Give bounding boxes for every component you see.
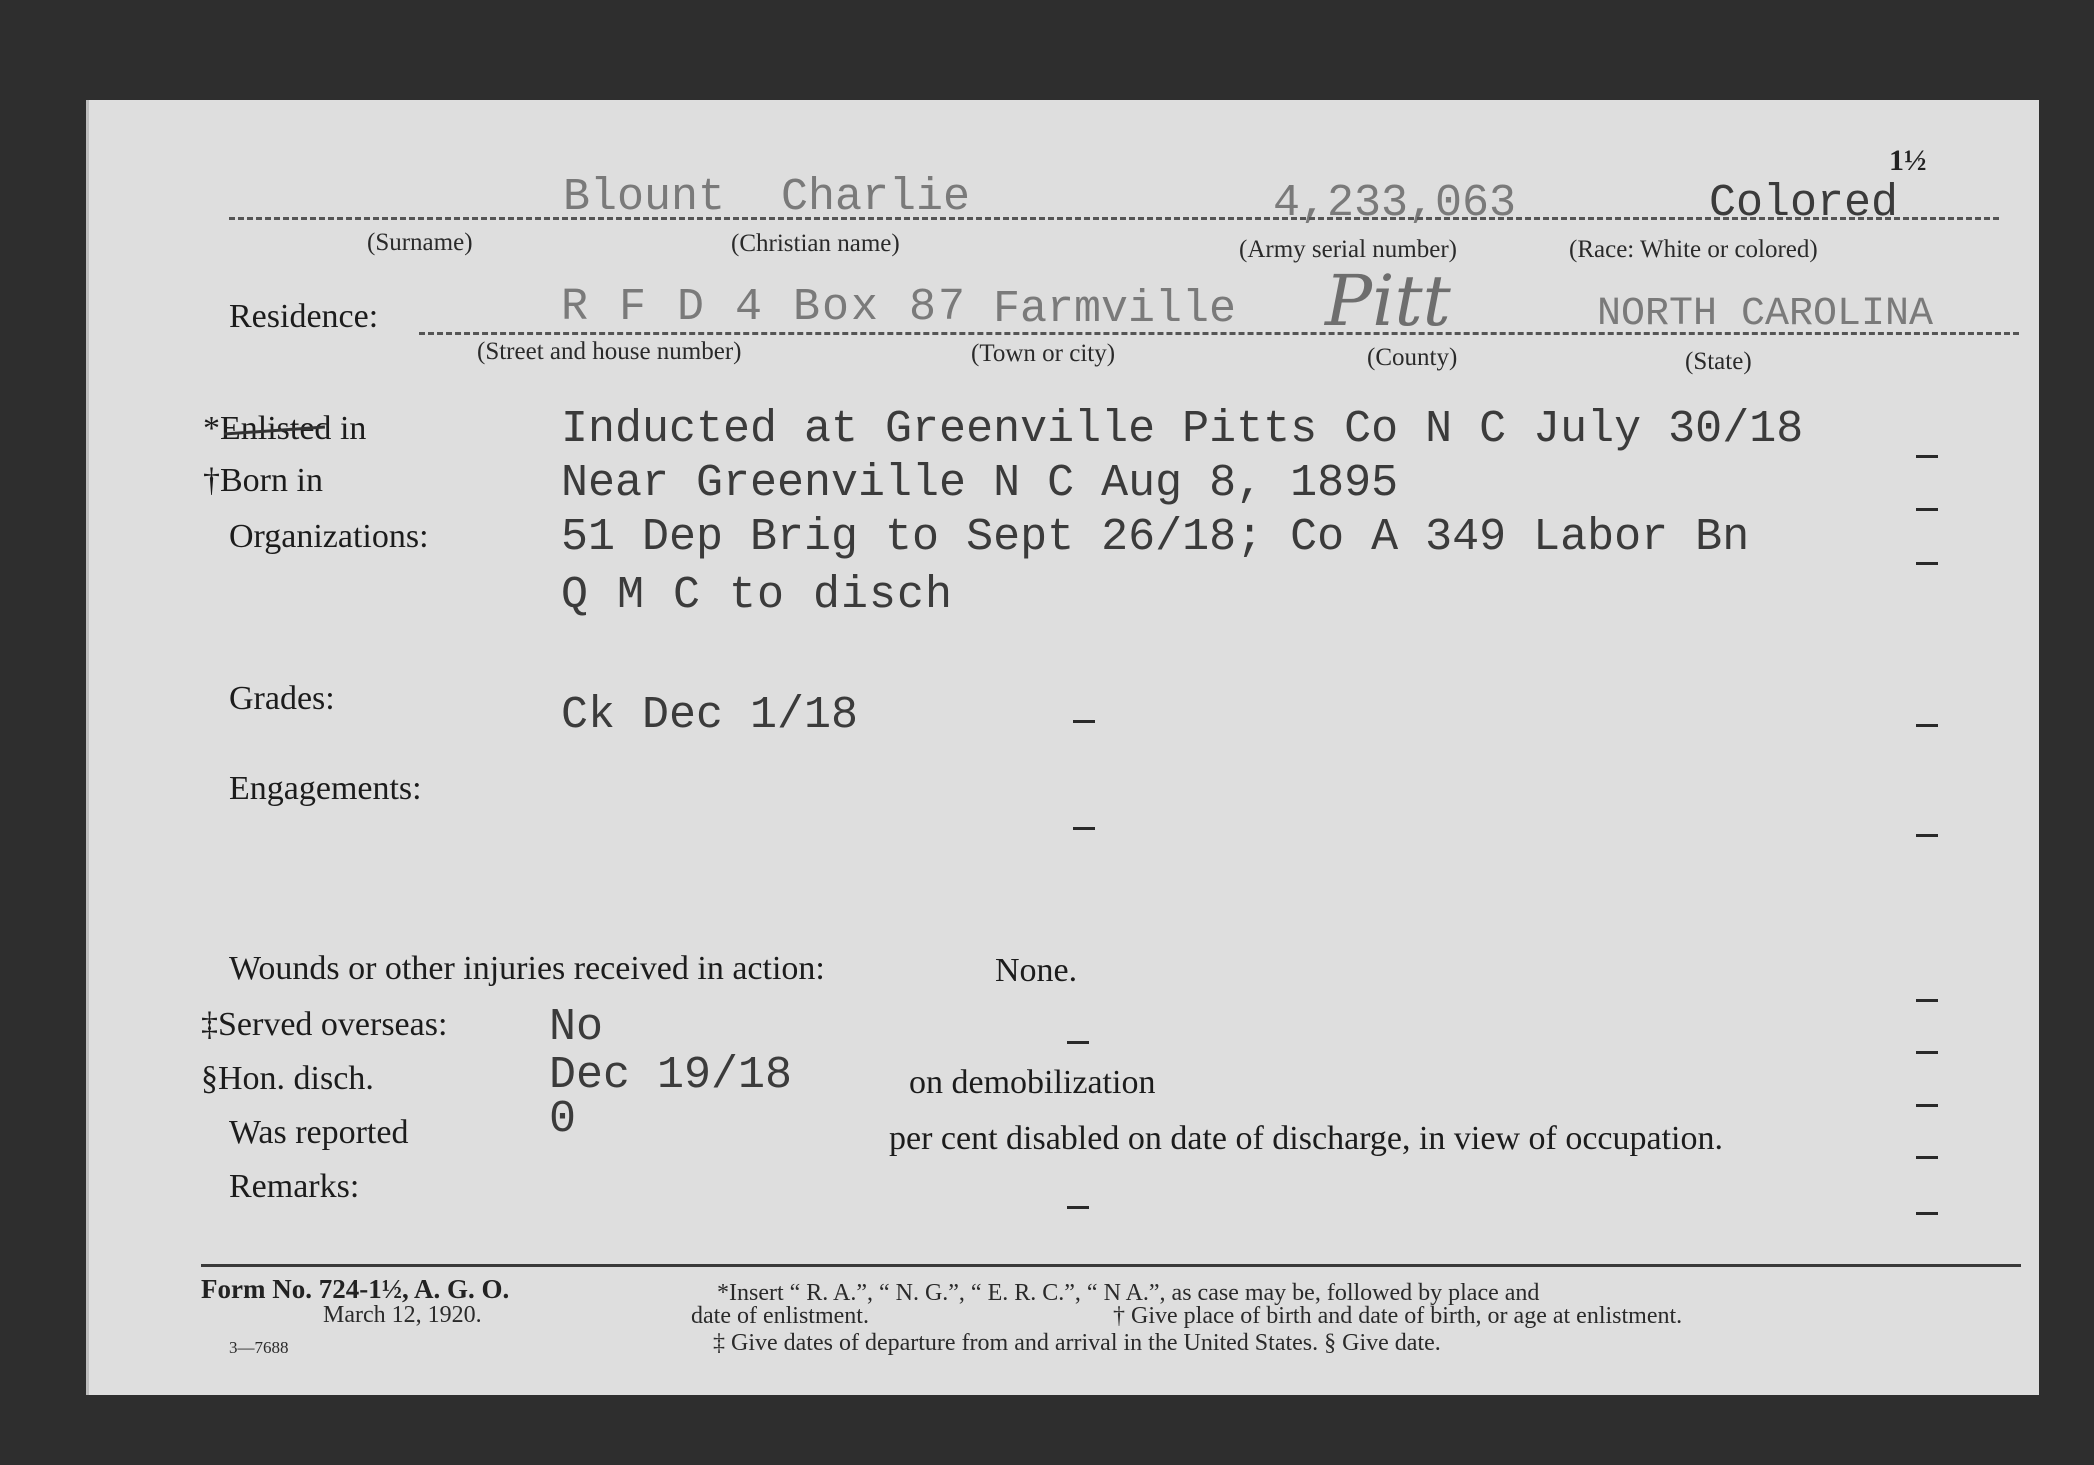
born-label-text: Born in — [220, 462, 323, 499]
town-value: Farmville — [993, 284, 1237, 335]
race-value: Colored — [1709, 178, 1899, 229]
born-label — [203, 462, 323, 500]
name-line — [229, 217, 1999, 220]
serial-caption: (Army serial number) — [1239, 236, 1457, 263]
discharge-dash — [1916, 1104, 1938, 1107]
grades-label: Grades: — [229, 680, 335, 717]
discharge-marker: § — [201, 1060, 218, 1097]
engagements-dash — [1916, 834, 1938, 837]
overseas-dash — [1916, 1051, 1938, 1054]
engagements-label: Engagements: — [229, 770, 422, 807]
form-date: March 12, 1920. — [323, 1302, 482, 1328]
overseas-label-text: Served overseas: — [218, 1006, 448, 1043]
engagements-dash-mid — [1073, 827, 1095, 830]
street-caption: (Street and house number) — [477, 338, 742, 365]
print-number: 3—7688 — [229, 1338, 289, 1357]
reported-value: 0 — [549, 1094, 577, 1145]
remarks-dash-mid — [1067, 1206, 1089, 1209]
discharge-suffix: on demobilization — [909, 1064, 1156, 1101]
footnote-birth: † Give place of birth and date of birth, or age at enlistment. — [1113, 1303, 1683, 1329]
enlisted-marker: * — [203, 410, 220, 447]
discharge-value: Dec 19/18 — [549, 1050, 793, 1101]
overseas-dash-mid — [1067, 1041, 1089, 1044]
reported-dash — [1916, 1156, 1938, 1159]
wounds-label: Wounds or other injuries received in action: — [229, 950, 825, 987]
enlisted-struck-word: Enlisted — [220, 410, 332, 447]
enlisted-dash — [1916, 455, 1938, 458]
serial-number-value: 4,233,063 — [1273, 178, 1517, 229]
enlisted-value: Inducted at Greenville Pitts Co N C July 30/18 — [561, 404, 1804, 455]
grades-value: Ck Dec 1/18 — [561, 690, 859, 741]
enlisted-label — [203, 410, 366, 448]
remarks-label: Remarks: — [229, 1168, 360, 1205]
christian-name-value: Charlie — [781, 172, 971, 223]
christian-name-caption: (Christian name) — [731, 230, 900, 257]
born-dash — [1916, 508, 1938, 511]
residence-line — [419, 332, 2019, 335]
surname-caption: (Surname) — [367, 229, 473, 256]
discharge-label — [201, 1060, 374, 1098]
wounds-value: None. — [995, 952, 1078, 989]
organizations-line1: 51 Dep Brig to Sept 26/18; Co A 349 Labor Bn — [561, 512, 1750, 563]
born-value: Near Greenville N C Aug 8, 1895 — [561, 458, 1399, 509]
grades-dash-mid — [1073, 720, 1095, 723]
state-caption: (State) — [1685, 348, 1752, 375]
organizations-label: Organizations: — [229, 518, 429, 555]
county-caption: (County) — [1367, 344, 1458, 371]
wounds-dash — [1916, 999, 1938, 1002]
footnote-enlistment: date of enlistment. — [691, 1303, 869, 1329]
street-value: R F D 4 Box 87 — [561, 282, 968, 333]
organizations-line2: Q M C to disch — [561, 570, 954, 621]
remarks-dash — [1916, 1212, 1938, 1215]
overseas-marker: ‡ — [201, 1006, 218, 1043]
reported-label: Was reported — [229, 1114, 409, 1151]
county-value-handwritten: Pitt — [1325, 260, 1451, 342]
race-caption: (Race: White or colored) — [1569, 236, 1818, 263]
town-caption: (Town or city) — [971, 340, 1116, 367]
born-marker: † — [203, 462, 220, 499]
form-fraction: 1½ — [1889, 144, 1927, 177]
overseas-label — [201, 1006, 447, 1044]
surname-value: Blount — [563, 172, 726, 223]
organizations-dash — [1916, 562, 1938, 565]
footnote-insert: *Insert “ R. A.”, “ N. G.”, “ E. R. C.”, “ N A.”, as case may be, followed by place and — [717, 1280, 1540, 1306]
enlisted-label-rest: in — [331, 410, 367, 447]
footer-rule — [201, 1264, 2021, 1267]
form-number: Form No. 724-1½, A. G. O. — [201, 1274, 510, 1304]
discharge-label-text: Hon. disch. — [218, 1060, 374, 1097]
service-record-card — [86, 100, 2039, 1395]
grades-dash — [1916, 724, 1938, 727]
footnote-dates: ‡ Give dates of departure from and arrival in the United States. § Give date. — [713, 1330, 1441, 1356]
overseas-value: No — [549, 1002, 604, 1053]
residence-label: Residence: — [229, 298, 379, 335]
state-value: NORTH CAROLINA — [1597, 292, 1934, 337]
reported-suffix: per cent disabled on date of discharge, in view of occupation. — [889, 1120, 1723, 1157]
